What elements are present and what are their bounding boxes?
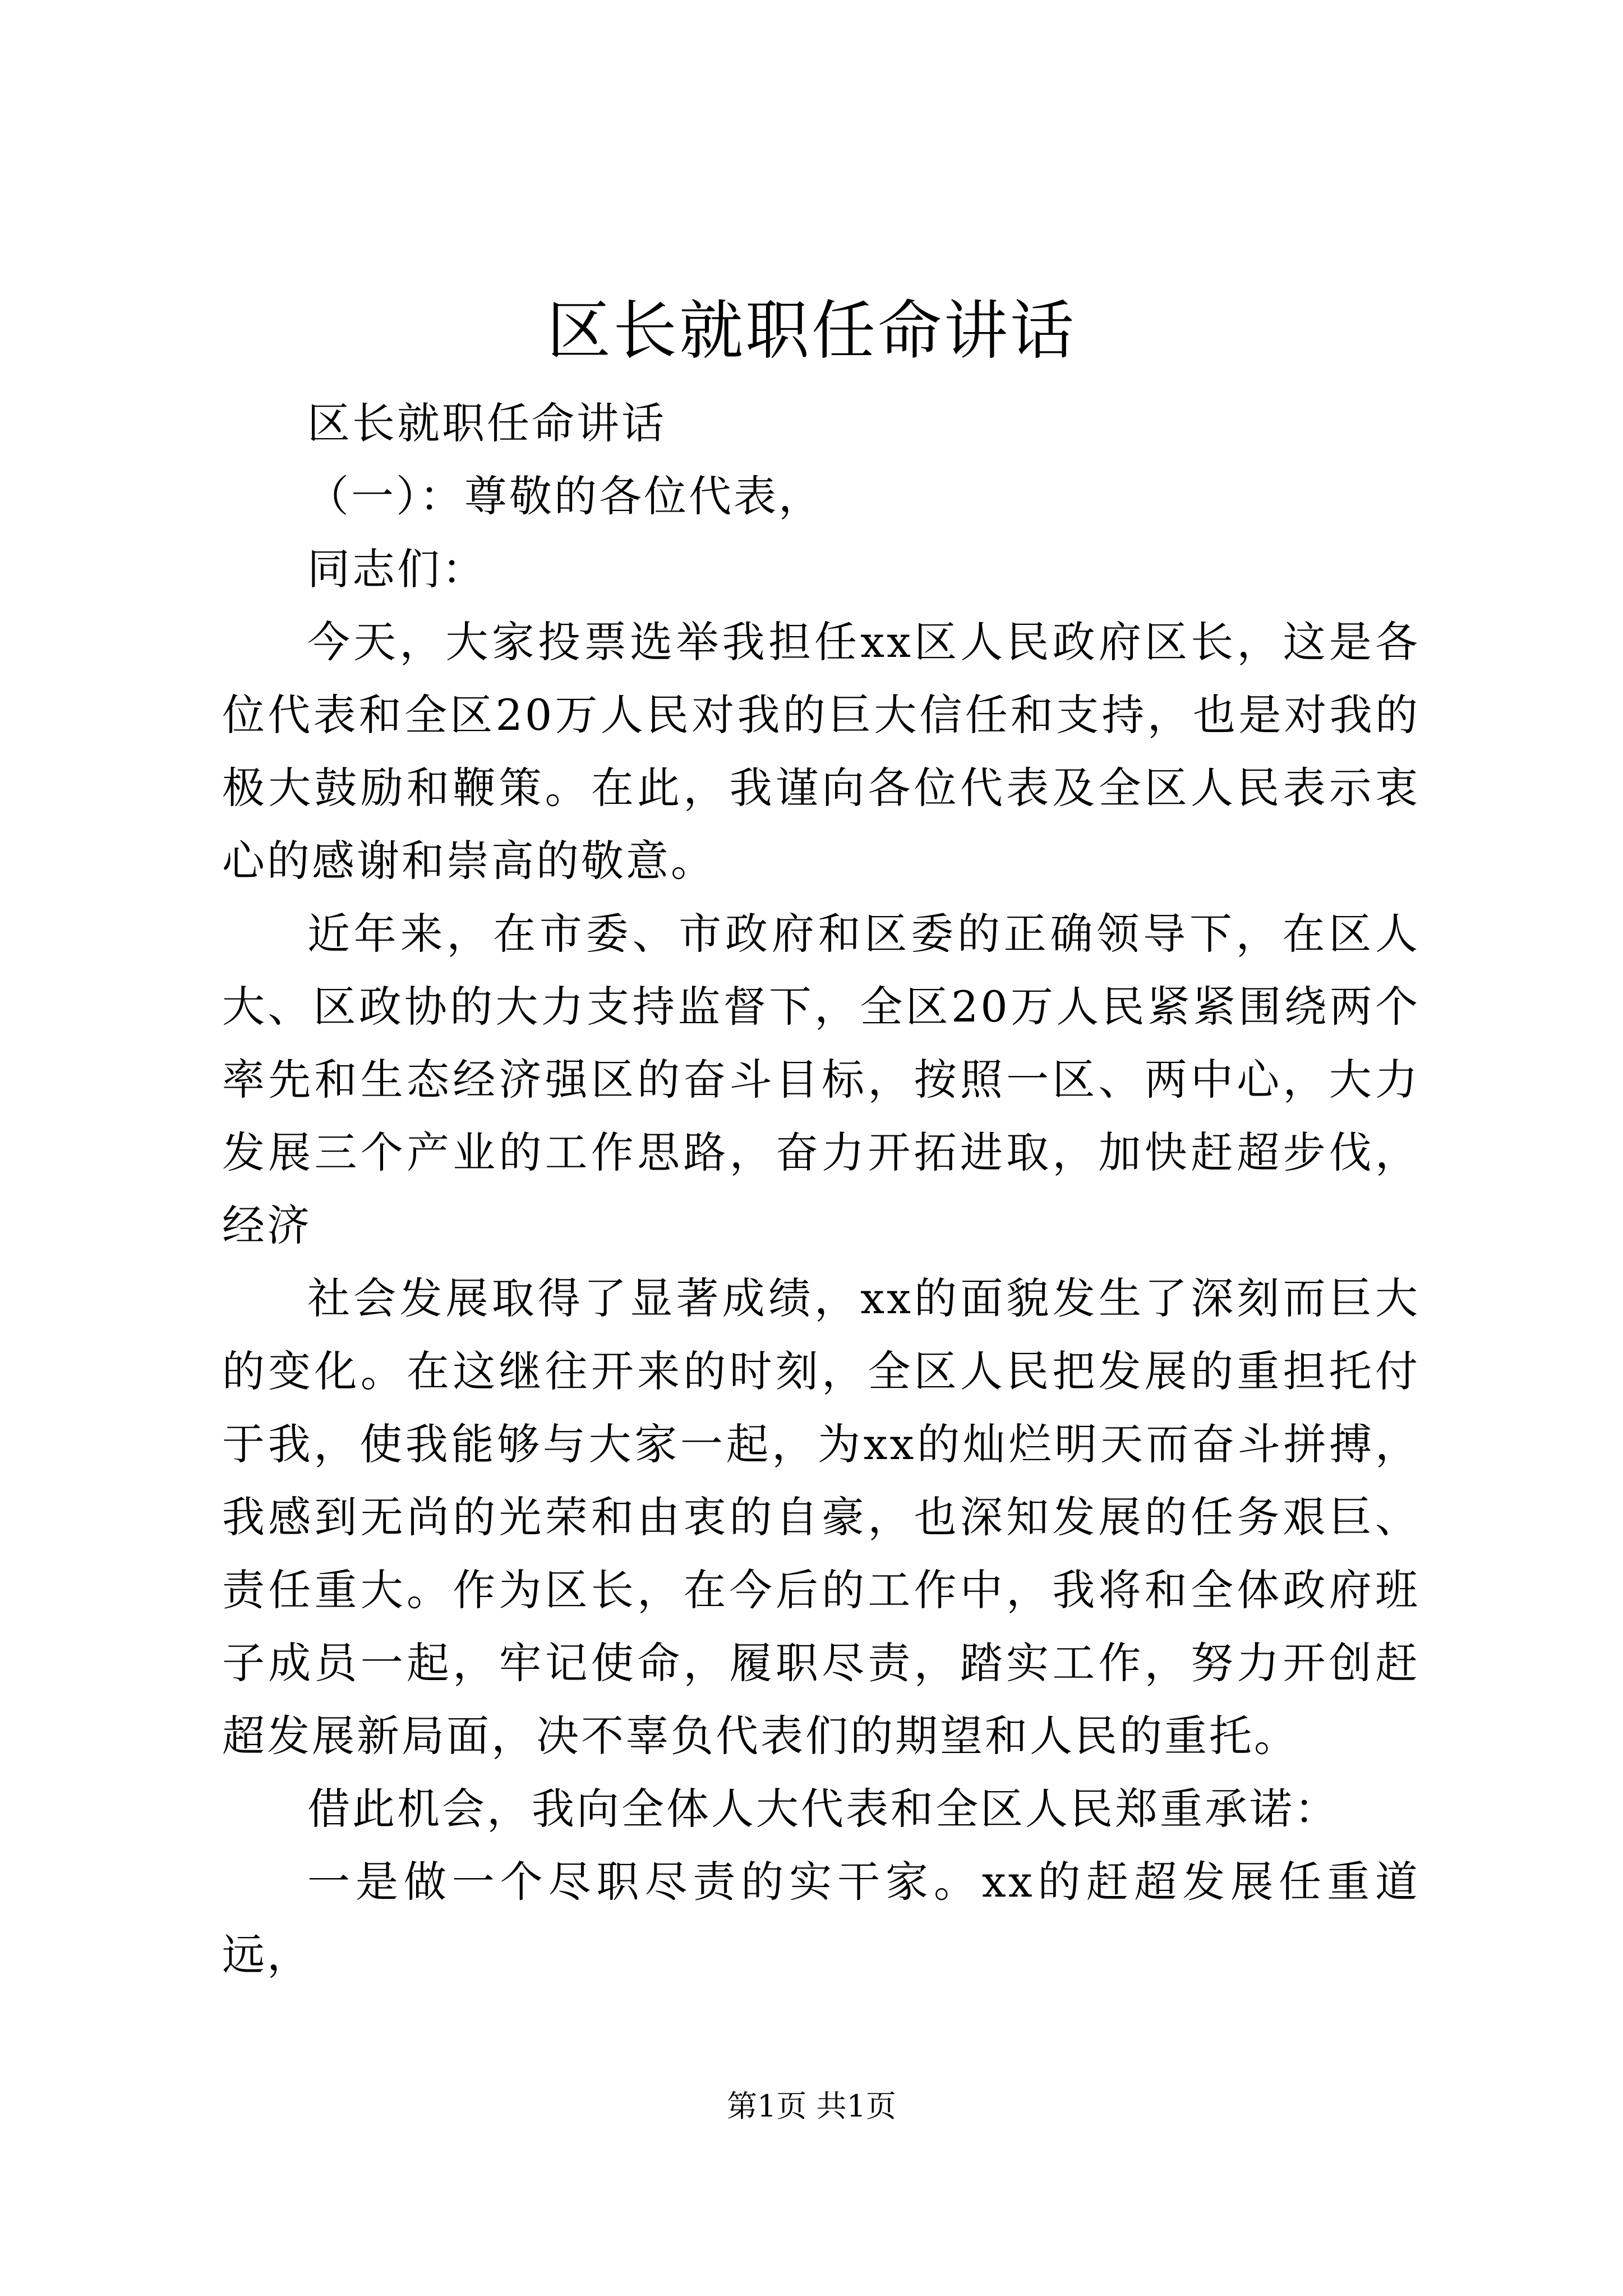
document-body	[222, 387, 1420, 1991]
greeting-paragraph: 同志们：	[307, 544, 487, 594]
salutation-paragraph: （一）：尊敬的各位代表，	[306, 471, 823, 521]
body-paragraph-3: 社会发展取得了显著成绩，xx的面貌发生了深刻而巨大的变化。在这继往开来的时刻，全区人民把发展的重担托付于我，使我能够与大家一起，为xx的灿烂明天而奋斗拼搏，我感到无尚的光荣和由衷的自豪，也深知发展的任务艰巨、责任重大。作为区长，在今后的工作中，我将和全体政府班子成员一起，牢记使命，履职尽责，踏实工作，努力开创赶超发展新局面，决不辜负代表们的期望和人民的重托。	[222, 1273, 1420, 1761]
subtitle-paragraph: 区长就职任命讲话	[307, 398, 666, 448]
body-paragraph-1: 今天，大家投票选举我担任xx区人民政府区长，这是各位代表和全区20万人民对我的巨大信任和支持，也是对我的极大鼓励和鞭策。在此，我谨向各位代表及全区人民表示衷心的感谢和崇高的敬意。	[222, 617, 1420, 886]
body-paragraph-2: 近年来，在市委、市政府和区委的正确领导下，在区人大、区政协的大力支持监督下，全区20万人民紧紧围绕两个率先和生态经济强区的奋斗目标，按照一区、两中心，大力发展三个产业的工作思路，奋力开拓进取，加快赶超步伐，经济	[222, 909, 1420, 1250]
document-title: 区长就职任命讲话	[546, 293, 1076, 368]
body-paragraph-4: 借此机会，我向全体人大代表和全区人民郑重承诺：	[307, 1784, 1339, 1834]
page-footer: 第1页 共1页	[727, 2088, 896, 2124]
body-paragraph-5: 一是做一个尽职尽责的实干家。xx的赶超发展任重道远，	[222, 1857, 1420, 1980]
